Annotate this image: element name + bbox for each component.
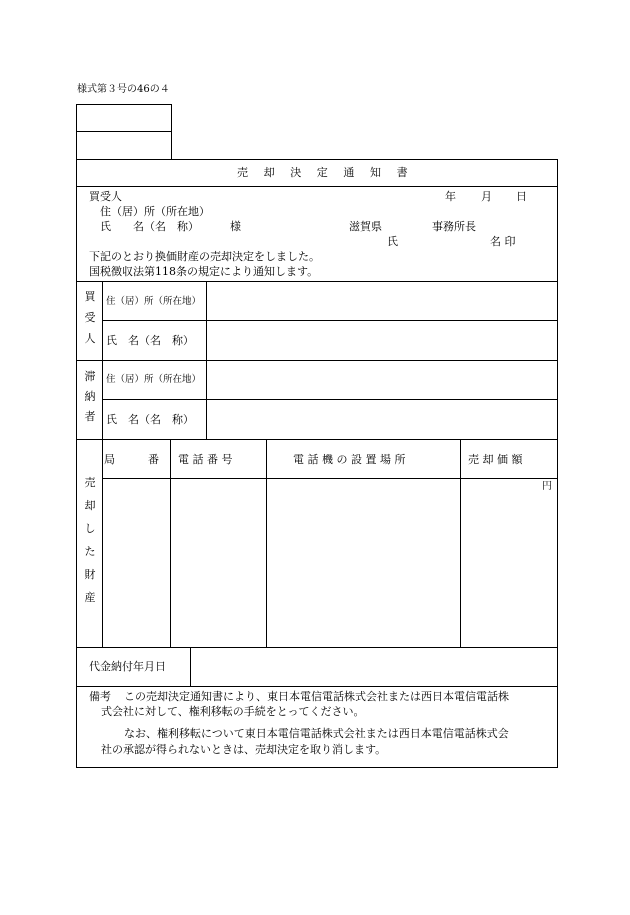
date-month: 月: [481, 190, 492, 203]
remarks-label: 備考: [89, 690, 111, 703]
seal-label: 名 印: [490, 235, 516, 248]
date-year: 年: [445, 190, 456, 203]
header-address-label: 住（居）所（所在地）: [100, 205, 210, 218]
buyer-vertical-label: 買 受 人: [84, 290, 96, 345]
price-unit-yen: 円: [542, 481, 552, 492]
price-cell[interactable]: [462, 496, 552, 642]
remarks-line2: 式会社に対して、権利移転の手続をとってください。: [101, 705, 365, 718]
col-exchange-header: 局 番: [104, 453, 159, 466]
honorific-sama: 様: [230, 220, 241, 233]
delinquent-address-label: 住（居）所（所在地）: [106, 374, 202, 385]
date-day: 日: [516, 190, 527, 203]
col-phone-header: 電 話 番 号: [178, 453, 233, 466]
remarks-line1: この売却決定通知書により、東日本電信電話株式会社または西日本電信電話株: [124, 690, 509, 703]
remarks-line3: なお、権利移転について東日本電信電話株式会社または西日本電信電話株式会: [124, 727, 509, 740]
notice-text-line1: 下記のとおり換価財産の売却決定をしました。: [89, 250, 320, 263]
exchange-cell[interactable]: [104, 482, 168, 642]
form-title: 売 却 決 定 通 知 書: [237, 166, 414, 179]
buyer-name-label: 氏 名（名 称）: [106, 334, 194, 347]
stamp-box: [76, 104, 172, 160]
form-number: 様式第３号の46の４: [77, 84, 170, 95]
recipient-label: 買受人: [89, 190, 122, 203]
location-cell[interactable]: [268, 482, 458, 642]
delinquent-vertical-label: 滞 納 者: [84, 370, 96, 423]
property-vertical-label: 売 却 し た 財 産: [84, 476, 96, 604]
payment-date-label: 代金納付年月日: [89, 660, 166, 673]
official-name-label: 氏: [387, 235, 398, 248]
remarks-line4: 社の承認が得られないときは、売却決定を取り消します。: [101, 743, 387, 756]
buyer-address-label: 住（居）所（所在地）: [106, 296, 202, 307]
delinquent-name-label: 氏 名（名 称）: [106, 413, 194, 426]
prefecture: 滋賀県: [349, 220, 382, 233]
col-price-header: 売 却 価 額: [468, 453, 523, 466]
col-location-header: 電 話 機 の 設 置 場 所: [293, 453, 406, 466]
phone-cell[interactable]: [172, 482, 264, 642]
header-name-label: 氏 名（名 称）: [100, 220, 199, 233]
office-head: 事務所長: [432, 220, 476, 233]
notice-text-line2: 国税徴収法第118条の規定により通知します。: [89, 265, 319, 278]
